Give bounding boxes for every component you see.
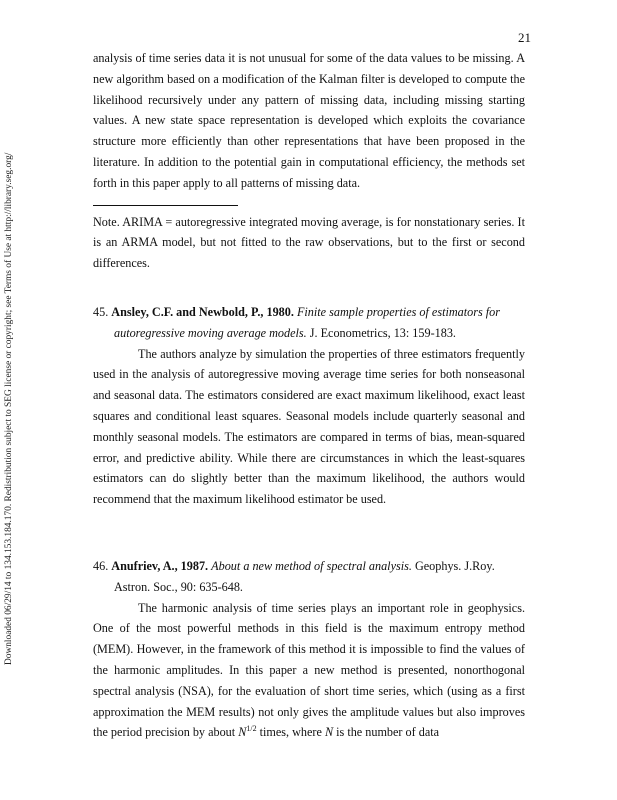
abstract-text-cont: times, where	[259, 725, 322, 740]
exponent: 1/2	[246, 724, 257, 734]
entry-number: 46.	[93, 559, 109, 573]
entry-number: 45.	[93, 305, 109, 319]
entry-46	[93, 556, 525, 743]
entry-source: Geophys. J.Roy. Astron. Soc., 90: 635-648.	[114, 559, 495, 594]
abstract-text: The harmonic analysis of time series plays an important role in geophysics. One of the most powerful methods in this field is the maximum entropy method (MEM). However, in the framework of this method it is impossible to find the values of the harmonic amplitudes. In this paper a new method is presented, nonorthogonal spectral analysis (NSA), for the evaluation of short time series, which (using as a first approximation the MEM results) not only gives the amplitude values but also improves the period precision by about	[93, 600, 525, 740]
continuation-paragraph: analysis of time series data it is not unusual for some of the data values to be missing. A new algorithm based on a modification of the Kalman filter is developed to compute the likelihood recursively under any pattern of missing data, including missing starting values. A new state space representation is developed which exploits the covariance structure more efficiently than other representations that have been proposed in the literature. In addition to the potential gain in computational efficiency, the methods set forth in this paper apply to all patterns of missing data.	[93, 51, 525, 190]
entry-title: Finite sample properties of estimators for autoregressive moving average models.	[114, 305, 500, 340]
citation	[93, 302, 525, 344]
entry-authors: Anufriev, A., 1987.	[111, 559, 209, 573]
footnote: Note. ARIMA = autoregressive integrated moving average, is for nonstationary series. It is an ARMA model, but not fitted to the raw observations, but to the first or second differences.	[93, 214, 525, 271]
abstract-text-end: is the number of data	[336, 725, 440, 740]
entry-authors: Ansley, C.F. and Newbold, P., 1980.	[111, 305, 294, 319]
footnote-rule	[93, 205, 238, 206]
symbol-n-2: N	[324, 725, 334, 740]
entry-abstract: The authors analyze by simulation the properties of three estimators frequently used in the analysis of autoregressive moving average time series for both nonseasonal and seasonal data. The estimators considered are exact maximum likelihood, exact least squares and conditional least squares. Seasonal models include quarterly seasonal and monthly seasonal models. The estimators are compared in terms of bias, mean-squared error, and predictive ability. While there are circumstances in which the least-squares estimators can do slightly better than the maximum likelihood, the authors would recommend that the maximum likelihood estimator be used.	[93, 346, 525, 507]
download-notice	[4, 125, 18, 665]
entry-title: About a new method of spectral analysis.	[211, 559, 412, 573]
entry-45	[93, 302, 525, 510]
page-number: 21	[518, 30, 531, 45]
citation	[93, 556, 525, 598]
symbol-n: N	[238, 725, 247, 740]
entry-source: J. Econometrics, 13: 159-183.	[309, 325, 456, 340]
entry-abstract	[93, 598, 525, 744]
download-notice-text: Downloaded 06/29/14 to 134.153.184.170. Redistribution subject to SEG license or copyright; see Terms of Use at http://library.seg.org/	[4, 152, 14, 665]
page-body	[93, 48, 525, 274]
